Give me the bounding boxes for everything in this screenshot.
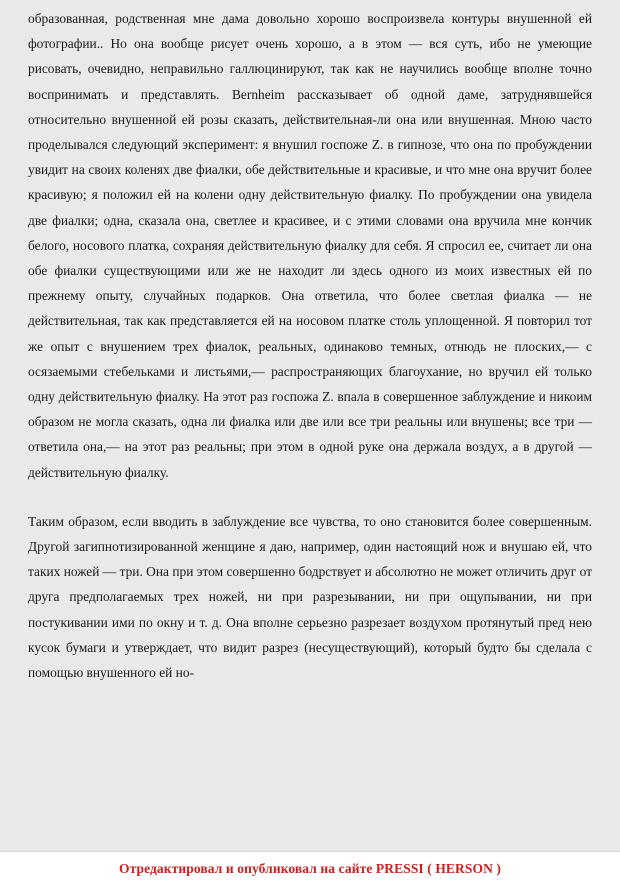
footer-credit-text: Отредактировал и опубликовал на сайте PRESSI ( HERSON ) <box>118 861 502 876</box>
footer-bar <box>0 851 620 888</box>
page-text-body <box>28 0 592 685</box>
paragraph-2: Таким образом, если вводить в заблуждение все чувства, то оно становится более совершенным. Другой загипнотизированной женщине я даю, например, один настоящий нож и внушаю ей, что таких ножей — три. Она при этом совершенно бодрствует и абсолютно не может отличить друг от друга предполагаемых трех ножей, ни при разрезывании, ни при ощупывании, ни при постукивании ими по окну и т. д. Она вполне серьезно разрезает воздухом протянутый пред нею кусок бумаги и утверждает, что видит разрез (несуществующий), который будто бы сделала с помощью внушенного ей но- <box>28 513 592 681</box>
paragraph-1: образованная, родственная мне дама довольно хорошо воспроизвела контуры внушенной ей фотографии.. Но она вообще рисует очень хорошо, а в этом — вся суть, ибо не умеющие рисовать, очевидно, неправильно галлюцинируют, так как не научились вообще вполне точно воспринимать и представлять. Bernheim рассказывает об одной даме, затруднявшейся относительно внушенной ей розы сказать, действительная-ли она или внушенная. Мною часто проделывался следующий эксперимент: я внушил госпоже Z. в гипнозе, что она по пробуждении увидит на своих коленях две фиалки, обе действительные и красивые, и что мне она вручит более красивую; я положил ей на колени одну действительную фиалку. По пробуждении она увидела две фиалки; одна, сказала она, светлее и красивее, и с этими словами она вручила мне кончик белого, носового платка, сохраняя действительную фиалку для себя. Я спросил ее, считает ли она обе фиалки существующими или же не находит ли здесь одного из моих известных ей по прежнему опыту, случайных подарков. Она ответила, что более светлая фиалка — не действительная, так как представляется ей на носовом платке столь уплощенной. Я повторил тот же опыт с внушением трех фиалок, реальных, одинаково темных, отнюдь не плоских,— с осязаемыми стебельками и листьями,— распространяющих благоухание, но вручил ей только одну действительную фиалку. На этот раз госпожа Z. впала в совершенное заблуждение и никоим образом не могла сказать, одна ли фиалка или две или все три реальны или внушены; все три — ответила она,— на этот раз реальны; при этом в одной руке она держала воздух, а в другой — действительную фиалку. <box>28 11 592 480</box>
